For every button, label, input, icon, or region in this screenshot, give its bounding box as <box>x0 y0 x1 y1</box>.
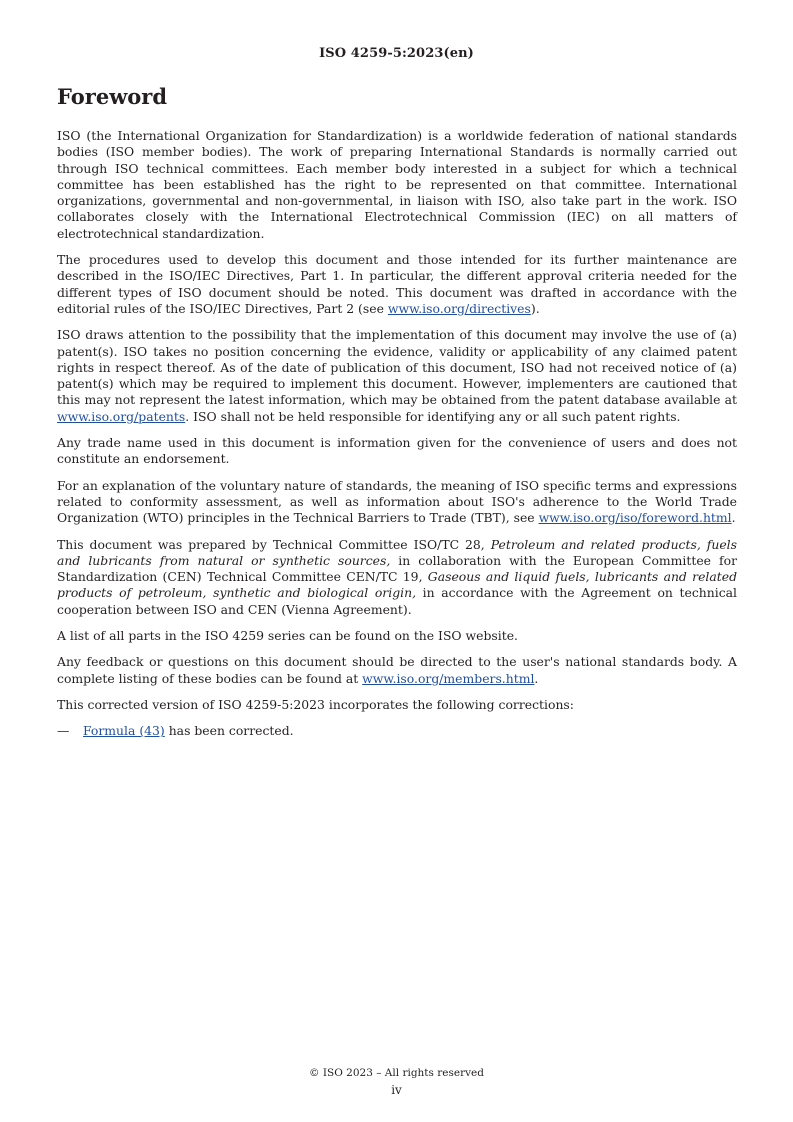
copyright-notice: © ISO 2023 – All rights reserved <box>309 1067 484 1079</box>
page-number: iv <box>391 1083 402 1097</box>
paragraph-patents <box>57 327 737 425</box>
page-footer <box>0 1066 793 1098</box>
paragraph-trade-name: Any trade name used in this document is information given for the convenience of users and does not constitute an endorsement. <box>57 435 737 467</box>
foreword-link[interactable]: www.iso.org/iso/foreword.html <box>538 510 732 526</box>
paragraph-committee <box>57 537 737 618</box>
foreword-body <box>57 128 737 740</box>
paragraph-voluntary-end: . <box>731 510 736 526</box>
paragraph-iso-intro: ISO (the International Organization for Standardization) is a worldwide federation of national standards bodies (ISO member bodies). The work of preparing International Standards is normally carried out through ISO technical committees. Each member body interested in a subject for which a technical committee has been established has the right to be represented on that committee. International organizations, governmental and non-governmental, in liaison with ISO, also take part in the work. ISO collaborates closely with the International Electrotechnical Commission (IEC) on all matters of electrotechnical standardization. <box>57 128 737 241</box>
paragraph-corrections-intro: This corrected version of ISO 4259-5:2023 incorporates the following corrections: <box>57 696 574 712</box>
patents-link[interactable]: www.iso.org/patents <box>57 408 186 424</box>
document-header: ISO 4259-5:2023(en) <box>319 46 474 61</box>
members-link[interactable]: www.iso.org/members.html <box>362 670 535 686</box>
paragraph-patents-text: ISO draws attention to the possibility that the implementation of this document may involve the use of (a) patent(s). ISO takes no position concerning the evidence, validity or applicability of any claimed patent rights in respect thereof. As of the date of publication of this document, ISO had not received notice of (a) patent(s) which may be required to implement this document. However, implementers are cautioned that this may not represent the latest information, which may be obtained from the patent database available at <box>57 327 737 408</box>
correction-item-text: has been corrected. <box>164 723 294 739</box>
directives-link[interactable]: www.iso.org/directives <box>387 300 531 316</box>
paragraph-voluntary-nature <box>57 478 737 527</box>
committee-text-a: This document was prepared by Technical Committee ISO/TC 28, <box>57 536 491 552</box>
committee-title-iso: Petroleum and related products, fuels and lubricants from natural or synthetic sources, <box>57 536 737 568</box>
committee-text-c: in collaboration with the European Committee for Standardization (CEN) Technical Committee CEN/TC 19, <box>57 552 737 585</box>
page-title: Foreword <box>57 84 168 109</box>
paragraph-procedures <box>57 252 737 317</box>
paragraph-feedback-text: Any feedback or questions on this document should be directed to the user's national standards body. A complete listing of these bodies can be found at <box>57 654 737 686</box>
paragraph-feedback <box>57 654 737 687</box>
paragraph-procedures-text: The procedures used to develop this document and those intended for its further maintenance are described in the ISO/IEC Directives, Part 1. In particular, the different approval criteria needed for the different types of ISO document should be noted. This document was drafted in accordance with the editorial rules of the ISO/IEC Directives, Part 2 (see <box>57 252 737 316</box>
paragraph-feedback-end: . <box>534 670 539 686</box>
formula-43-link[interactable]: Formula (43) <box>83 723 165 739</box>
paragraph-patents-end: . ISO shall not be held responsible for identifying any or all such patent rights. <box>185 408 681 424</box>
list-item <box>57 723 737 739</box>
committee-title-cen: Gaseous and liquid fuels, lubricants and related products of petroleum, synthetic and biological origin, <box>57 569 737 601</box>
paragraph-procedures-end: ). <box>530 300 540 316</box>
correction-item <box>83 723 294 739</box>
paragraph-series: A list of all parts in the ISO 4259 series can be found on the ISO website. <box>57 628 518 644</box>
dash-bullet: — <box>57 723 70 739</box>
paragraph-voluntary-text: For an explanation of the voluntary nature of standards, the meaning of ISO specific terms and expressions related to conformity assessment, as well as information about ISO's adherence to the World Trade Organization (WTO) principles in the Technical Barriers to Trade (TBT), see <box>57 477 737 526</box>
committee-text-e: in accordance with the Agreement on technical cooperation between ISO and CEN (Vienna Agreement). <box>57 585 738 617</box>
